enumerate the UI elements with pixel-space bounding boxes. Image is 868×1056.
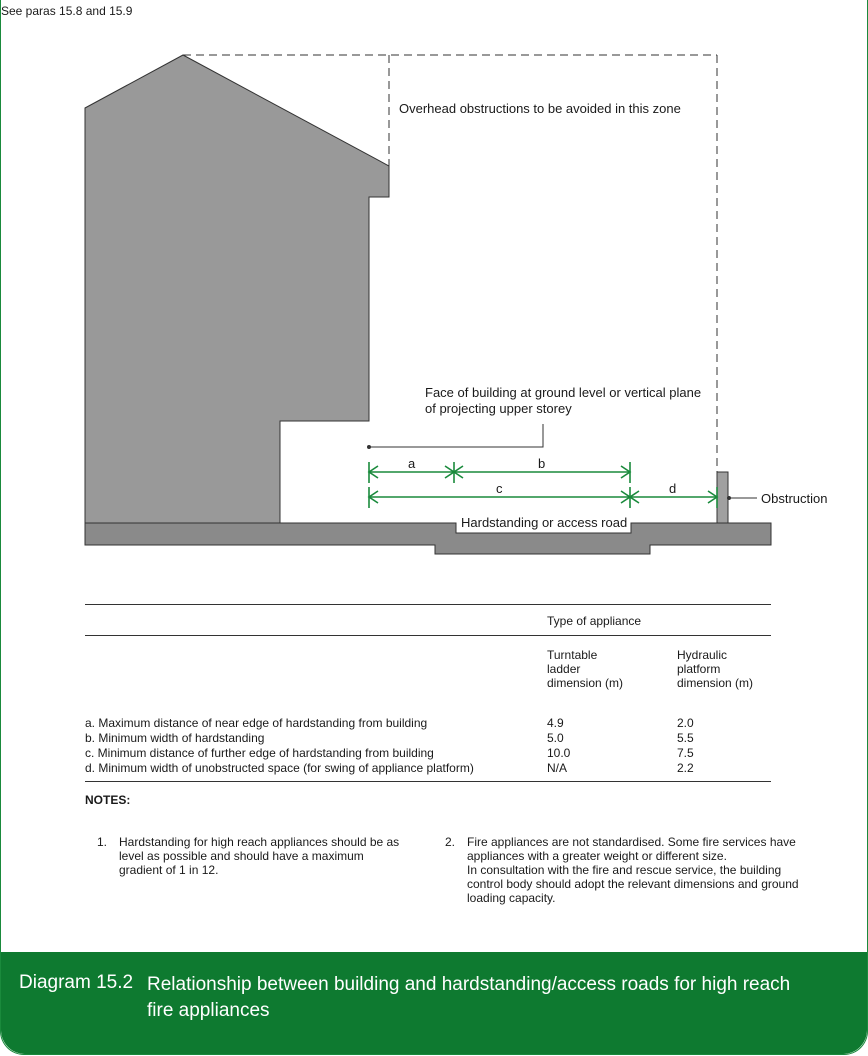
note-2-number: 2.: [445, 835, 456, 849]
face-leader-dot: [367, 445, 371, 449]
obstruction-label: Obstruction: [761, 491, 828, 506]
face-leader-line: [369, 424, 543, 447]
hardstanding-label: Hardstanding or access road: [461, 515, 628, 530]
zone-label: Overhead obstructions to be avoided in this zone: [399, 101, 681, 116]
table-cell-hp: 7.5: [677, 746, 694, 760]
col-header-hydraulic: Hydraulic platform dimension (m): [677, 648, 754, 690]
dim-label-d: d: [669, 481, 677, 496]
table-rule-mid: [85, 635, 771, 636]
building-shape: [85, 55, 389, 523]
face-label-line2: of projecting upper storey: [425, 401, 572, 416]
table-rule-top: [85, 604, 771, 605]
caption-title: Relationship between building and hardstanding/access roads for high reach fire appliances: [147, 974, 791, 1021]
table-rule-bottom: [85, 781, 771, 782]
table-cell-ttl: 4.9: [547, 716, 564, 730]
dim-label-a: a: [408, 456, 416, 471]
table-row: a. Maximum distance of near edge of hardstanding from building: [85, 716, 428, 730]
table-group-header: Type of appliance: [547, 614, 642, 628]
caption-number: Diagram 15.2: [19, 972, 134, 993]
table-cell-hp: 2.2: [677, 761, 694, 775]
col-header-turntable: Turntable ladder dimension (m): [547, 648, 624, 690]
table-row: d. Minimum width of unobstructed space (for swing of appliance platform): [85, 761, 474, 775]
caption-bar: [1, 952, 867, 1054]
dim-label-b: b: [538, 456, 546, 471]
obstruction-post: [717, 472, 728, 523]
table-cell-ttl: 5.0: [547, 731, 564, 745]
table-cell-ttl: N/A: [547, 761, 568, 775]
building-diagram: [1, 0, 867, 580]
table-row: c. Minimum distance of further edge of hardstanding from building: [85, 746, 434, 760]
note-1-number: 1.: [97, 835, 108, 849]
ground-and-road: [85, 523, 771, 554]
face-label-line1: Face of building at ground level or vertical plane: [425, 385, 702, 400]
table-cell-ttl: 10.0: [547, 746, 571, 760]
obstruction-leader-dot: [727, 496, 731, 500]
notes-heading: NOTES:: [85, 793, 131, 807]
note-2-text: Fire appliances are not standardised. Some fire services have appliances with a greater weight or different size. In consultation with the fire and rescue service, the building control body should adopt the relevant dimensions and ground loading capacity.: [467, 835, 799, 905]
table-cell-hp: 2.0: [677, 716, 694, 730]
table-cell-hp: 5.5: [677, 731, 694, 745]
table-row: b. Minimum width of hardstanding: [85, 731, 265, 745]
reference-text: See paras 15.8 and 15.9: [1, 4, 133, 18]
note-1-text: Hardstanding for high reach appliances should be as level as possible and should have a maximum gradient of 1 in 12.: [119, 835, 400, 877]
dim-label-c: c: [496, 481, 503, 496]
